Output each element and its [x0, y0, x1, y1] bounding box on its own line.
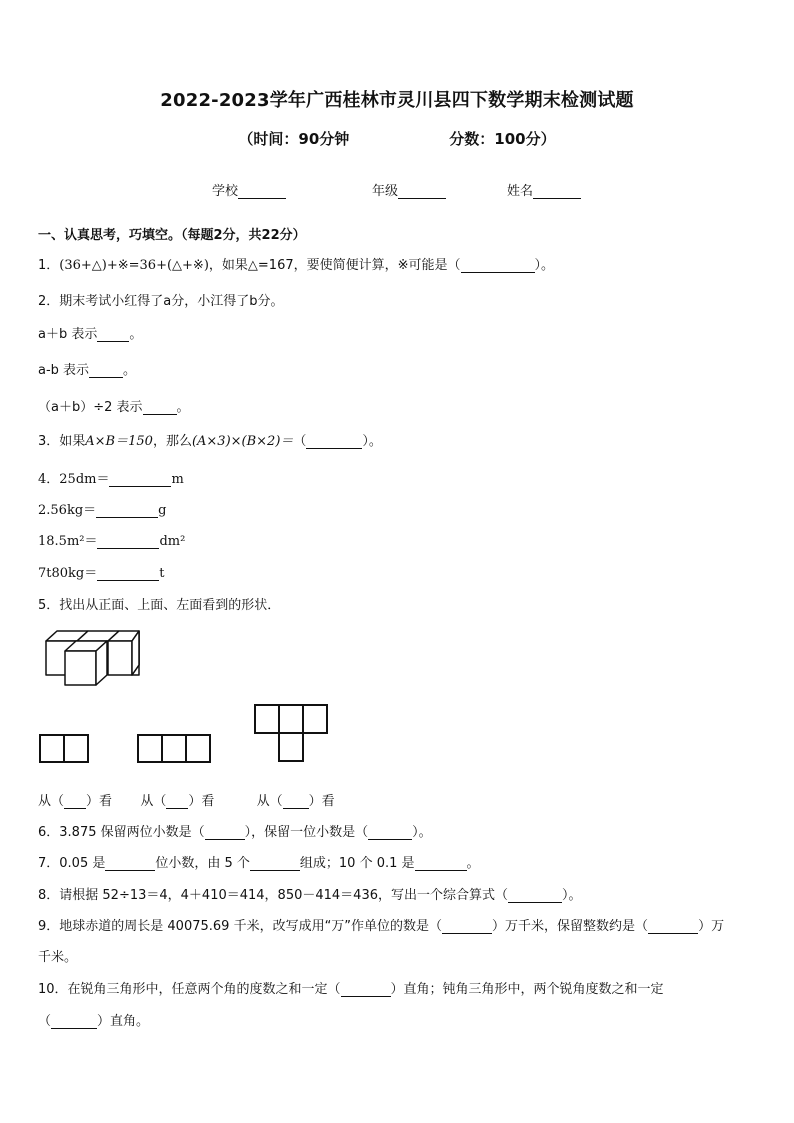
q6-text-a: 6．3.875 保留两位小数是（	[38, 825, 205, 840]
view-3-blank[interactable]	[283, 795, 309, 809]
question-2b	[38, 359, 136, 378]
q10-text-d: ）直角。	[97, 1014, 150, 1029]
q4-r4-left: 7t80kg＝	[38, 566, 98, 581]
q10-blank-1[interactable]	[341, 983, 391, 997]
q7-text-a: 7．0.05 是	[38, 856, 106, 871]
q9-text-c: ）万	[698, 919, 725, 934]
question-10	[38, 978, 664, 997]
q1-number: 1．	[38, 258, 60, 273]
q4-r4-answer-blank[interactable]	[97, 567, 159, 581]
q2b-text: a-b 表示	[38, 363, 90, 378]
q7-text-c: 组成；10 个 0.1 是	[299, 856, 415, 871]
q4-r3-left: 18.5m²＝	[38, 534, 98, 549]
q1-answer-blank[interactable]	[461, 259, 535, 273]
q2a-text: a＋b 表示	[38, 327, 98, 342]
view-shape-1	[40, 735, 88, 762]
q8-text-a: 8．请根据 52÷13＝4，4＋410＝414，850－414＝436，写出一个综合算式（	[38, 888, 508, 903]
q7-text-d: 。	[466, 856, 480, 871]
question-1	[38, 254, 554, 273]
q2b-end: 。	[123, 363, 137, 378]
school-blank[interactable]	[238, 184, 286, 199]
q6-text-b: ），保留一位小数是（	[244, 825, 369, 840]
question-8	[38, 884, 582, 903]
q4-r4-unit: t	[159, 566, 165, 581]
question-9	[38, 915, 724, 934]
school-field[interactable]	[212, 180, 286, 199]
q4-r2-left: 2.56kg＝	[38, 503, 97, 518]
q2c-end: 。	[176, 400, 190, 415]
question-4-row-4	[38, 562, 164, 581]
view-2-label: 从（	[140, 794, 167, 809]
q4-r1-unit: m	[171, 472, 184, 487]
q3-expression-1: A×B＝150	[85, 434, 153, 449]
question-7	[38, 852, 480, 871]
q1-end: ）。	[534, 258, 555, 273]
q3-open: （	[293, 434, 307, 449]
school-label: 学校	[212, 184, 239, 199]
name-label: 姓名	[507, 184, 534, 199]
name-blank[interactable]	[533, 184, 581, 199]
q4-r3-unit: dm²	[159, 534, 186, 549]
page-title: 2022-2023学年广西桂林市灵川县四下数学期末检测试题	[160, 90, 634, 111]
question-5: 5．找出从正面、上面、左面看到的形状．	[38, 598, 281, 613]
q2a-end: 。	[129, 327, 143, 342]
q3-expression-2: (A×3)×(B×2)＝	[191, 434, 294, 449]
question-3	[38, 430, 382, 449]
q4-r2-unit: g	[158, 503, 167, 518]
view-2-blank[interactable]	[166, 795, 188, 809]
q2a-answer-blank[interactable]	[97, 328, 129, 342]
q6-text-c: ）。	[412, 825, 432, 840]
q6-blank-2[interactable]	[368, 826, 412, 840]
time-label: （时间：90分钟	[238, 130, 350, 148]
view-shape-2	[138, 735, 210, 762]
question-6	[38, 821, 432, 840]
q7-blank-3[interactable]	[415, 857, 467, 871]
q3-answer-blank[interactable]	[306, 435, 362, 449]
q7-text-b: 位小数，由 5 个	[155, 856, 250, 871]
q10-text-a: 10．在锐角三角形中，任意两个角的度数之和一定（	[38, 982, 341, 997]
q4-r2-answer-blank[interactable]	[96, 504, 158, 518]
grade-blank[interactable]	[398, 184, 446, 199]
view-3-end: ）看	[308, 794, 335, 809]
cube-stack-figure	[40, 628, 150, 690]
q2c-answer-blank[interactable]	[143, 401, 177, 415]
q8-blank[interactable]	[508, 889, 562, 903]
q9-blank-2[interactable]	[648, 920, 698, 934]
view-2-end: ）看	[188, 794, 215, 809]
name-field[interactable]	[507, 180, 581, 199]
question-4-row-1	[38, 468, 184, 487]
view-1-end: ）看	[86, 794, 113, 809]
view-answer-row	[38, 790, 335, 809]
question-2: 2．期末考试小红得了a分，小江得了b分。	[38, 294, 284, 309]
question-4-row-3	[38, 530, 185, 549]
question-9-cont: 千米。	[38, 950, 78, 965]
q9-blank-1[interactable]	[442, 920, 492, 934]
question-4-row-2	[38, 499, 166, 518]
question-10-cont	[38, 1010, 149, 1029]
q2c-text: （a＋b）÷2 表示	[38, 400, 143, 415]
q4-r3-answer-blank[interactable]	[97, 535, 159, 549]
q1-text: ，如果△=167，要使简便计算，※可能是（	[208, 258, 461, 273]
q4-r1-left: 25dm＝	[59, 472, 110, 487]
q8-text-b: ）。	[562, 888, 582, 903]
exam-info	[0, 128, 794, 149]
q10-text-c: （	[38, 1014, 52, 1029]
score-label: 分数：100分）	[449, 130, 556, 148]
question-2a	[38, 323, 142, 342]
section-1-title: 一、认真思考，巧填空。（每题2分，共22分）	[38, 228, 306, 243]
q6-blank-1[interactable]	[205, 826, 245, 840]
q7-blank-2[interactable]	[250, 857, 300, 871]
q4-r1-answer-blank[interactable]	[109, 473, 171, 487]
q2b-answer-blank[interactable]	[89, 364, 123, 378]
grade-field[interactable]	[372, 180, 446, 199]
q1-expression: (36+△)+※=36+(△+※)	[59, 258, 209, 273]
q7-blank-1[interactable]	[105, 857, 155, 871]
q10-text-b: ）直角；钝角三角形中，两个锐角度数之和一定	[390, 982, 664, 997]
view-3-label: 从（	[256, 794, 283, 809]
q4-number: 4．	[38, 472, 60, 487]
q3-end: ）。	[362, 434, 382, 449]
q3-mid: ，那么	[152, 434, 192, 449]
q10-blank-2[interactable]	[51, 1015, 97, 1029]
view-1-blank[interactable]	[64, 795, 86, 809]
grade-label: 年级	[372, 184, 399, 199]
q3-prefix: 3．如果	[38, 434, 86, 449]
view-shape-3	[255, 705, 327, 761]
view-shapes	[0, 700, 360, 770]
q9-text-a: 9．地球赤道的周长是 40075.69 千米，改写成用“万”作单位的数是（	[38, 919, 443, 934]
view-1-label: 从（	[38, 794, 65, 809]
q9-text-b: ）万千米，保留整数约是（	[492, 919, 649, 934]
question-2c	[38, 396, 190, 415]
